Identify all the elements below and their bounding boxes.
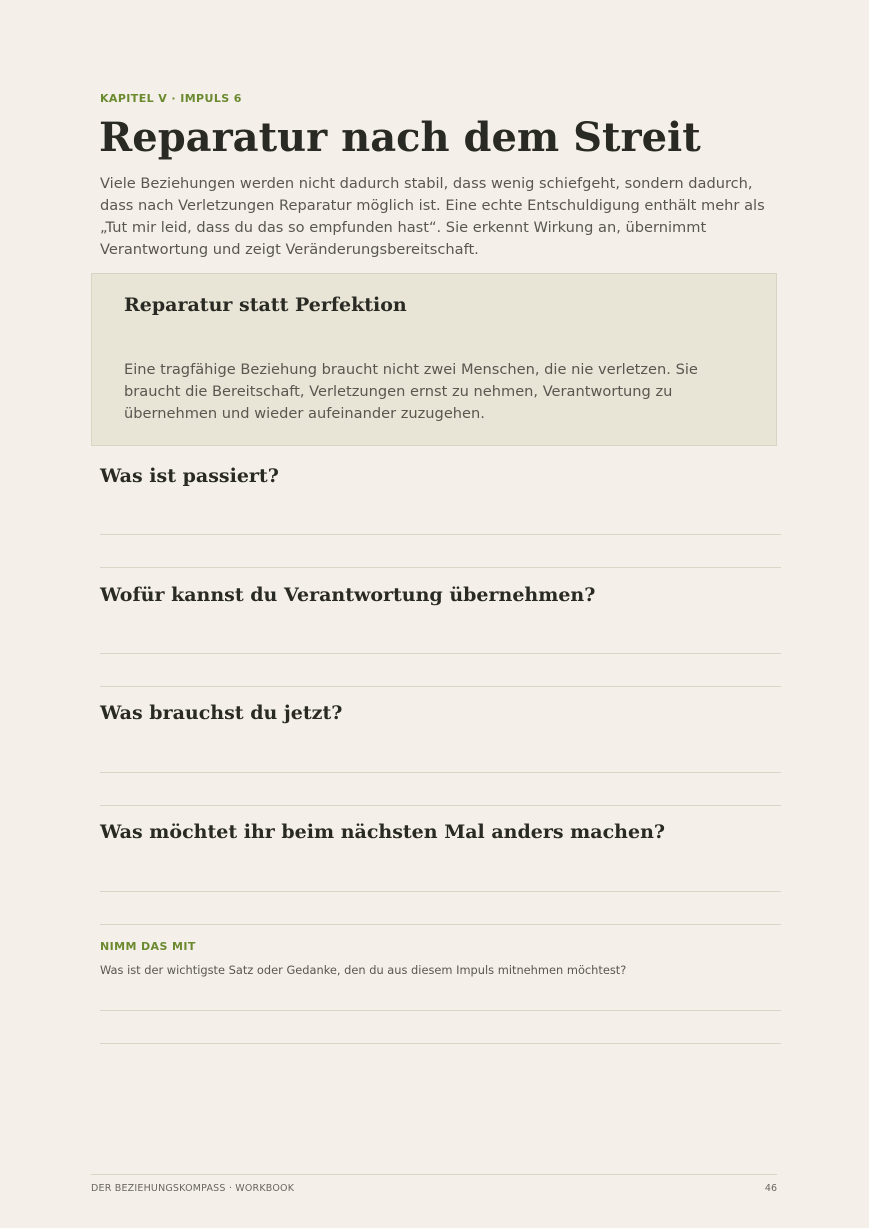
answer-line[interactable]: [100, 1010, 781, 1011]
answer-line[interactable]: [100, 567, 781, 568]
answer-line[interactable]: [100, 534, 781, 535]
callout-title: Reparatur statt Perfektion: [124, 294, 407, 316]
answer-line[interactable]: [100, 653, 781, 654]
answer-line[interactable]: [100, 686, 781, 687]
takeaway-label: NIMM DAS MIT: [100, 940, 196, 953]
question-heading: Was ist passiert?: [100, 465, 279, 487]
question-heading: Was möchtet ihr beim nächsten Mal anders machen?: [100, 821, 666, 843]
takeaway-prompt: Was ist der wichtigste Satz oder Gedanke, den du aus diesem Impuls mitnehmen möchtest?: [100, 963, 627, 977]
callout-box: [91, 273, 777, 446]
page-number: 46: [764, 1183, 777, 1194]
answer-line[interactable]: [100, 772, 781, 773]
page-title: Reparatur nach dem Streit: [99, 114, 701, 161]
answer-line[interactable]: [100, 924, 781, 925]
question-heading: Wofür kannst du Verantwortung übernehmen?: [100, 584, 596, 606]
question-heading: Was brauchst du jetzt?: [100, 702, 343, 724]
footer-title: DER BEZIEHUNGSKOMPASS · WORKBOOK: [91, 1183, 295, 1194]
chapter-kicker: KAPITEL V · IMPULS 6: [100, 92, 242, 105]
answer-line[interactable]: [100, 1043, 781, 1044]
answer-line[interactable]: [100, 805, 781, 806]
answer-line[interactable]: [100, 891, 781, 892]
intro-paragraph: Viele Beziehungen werden nicht dadurch stabil, dass wenig schiefgeht, sondern dadurch, dass nach Verletzungen Reparatur möglich ist. Eine echte Entschuldigung enthält mehr als „Tut mir leid, dass du das so empfunden hast“. Sie erkennt Wirkung an, übernimmt Verantwortung und zeigt Veränderungsbereitschaft.: [100, 175, 765, 258]
footer-divider: [91, 1174, 777, 1175]
callout-body: Eine tragfähige Beziehung braucht nicht zwei Menschen, die nie verletzen. Sie braucht die Bereitschaft, Verletzungen ernst zu nehmen, Verantwortung zu übernehmen und wieder aufeinander zuzugehen.: [124, 361, 698, 422]
